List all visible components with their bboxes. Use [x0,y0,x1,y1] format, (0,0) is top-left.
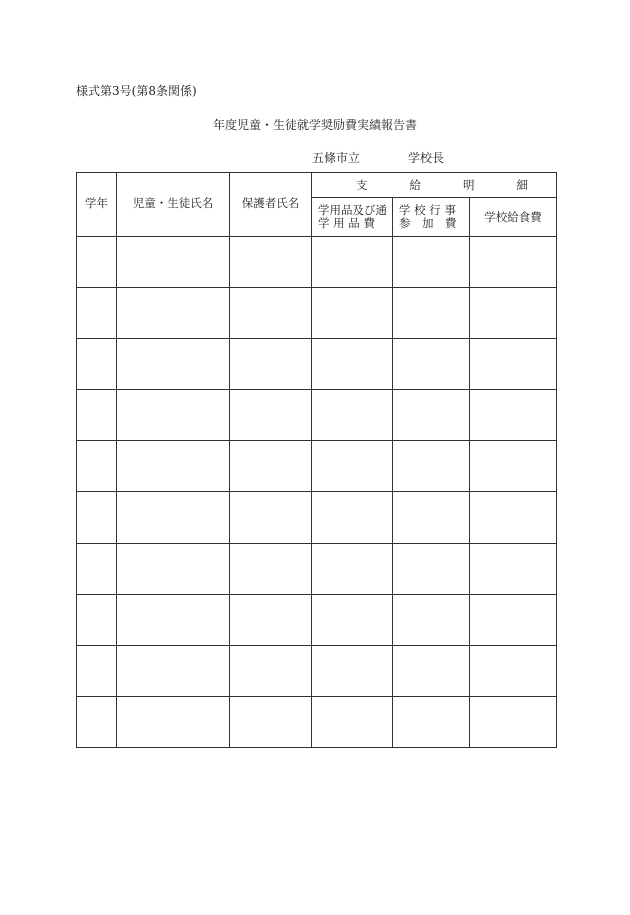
cell-student-name[interactable] [117,288,230,339]
header-breakdown-char: 給 [409,177,421,192]
cell-school-supplies[interactable] [312,594,393,645]
cell-school-events[interactable] [393,696,470,747]
cell-guardian-name[interactable] [230,390,312,441]
cell-school-events[interactable] [393,339,470,390]
cell-grade[interactable] [77,237,117,288]
cell-student-name[interactable] [117,594,230,645]
header-row-top [77,173,557,198]
cell-grade[interactable] [77,594,117,645]
cell-school-supplies[interactable] [312,543,393,594]
report-table [76,172,557,748]
cell-school-supplies[interactable] [312,441,393,492]
cell-grade[interactable] [77,492,117,543]
cell-guardian-name[interactable] [230,237,312,288]
cell-school-lunch[interactable] [470,390,557,441]
cell-guardian-name[interactable] [230,441,312,492]
table-row [77,390,557,441]
header-school-lunch: 学校給食費 [470,198,557,237]
header-school-supplies-line: 学 用 品 費 [318,216,375,231]
table-row [77,594,557,645]
cell-grade[interactable] [77,696,117,747]
table-row [77,441,557,492]
header-guardian-name: 保護者氏名 [230,173,312,237]
header-student-name: 児童・生徒氏名 [117,173,230,237]
cell-guardian-name[interactable] [230,645,312,696]
cell-student-name[interactable] [117,492,230,543]
cell-student-name[interactable] [117,543,230,594]
table-row [77,645,557,696]
cell-grade[interactable] [77,543,117,594]
cell-school-supplies[interactable] [312,288,393,339]
cell-grade[interactable] [77,645,117,696]
cell-school-events[interactable] [393,645,470,696]
cell-student-name[interactable] [117,645,230,696]
cell-guardian-name[interactable] [230,594,312,645]
cell-school-lunch[interactable] [470,594,557,645]
header-breakdown-char: 支 [356,177,368,192]
table-row [77,492,557,543]
cell-school-events[interactable] [393,441,470,492]
cell-school-supplies[interactable] [312,339,393,390]
cell-school-lunch[interactable] [470,237,557,288]
cell-school-events[interactable] [393,237,470,288]
cell-school-lunch[interactable] [470,288,557,339]
header-grade: 学年 [77,173,117,237]
document-title: 年度児童・生徒就学奨励費実績報告書 [212,118,417,132]
cell-student-name[interactable] [117,237,230,288]
header-school-supplies [312,198,393,237]
cell-school-supplies[interactable] [312,696,393,747]
cell-school-lunch[interactable] [470,441,557,492]
cell-guardian-name[interactable] [230,288,312,339]
cell-guardian-name[interactable] [230,543,312,594]
cell-grade[interactable] [77,390,117,441]
cell-school-supplies[interactable] [312,492,393,543]
cell-school-events[interactable] [393,390,470,441]
table-row [77,543,557,594]
cell-grade[interactable] [77,339,117,390]
cell-school-lunch[interactable] [470,696,557,747]
cell-grade[interactable] [77,288,117,339]
cell-guardian-name[interactable] [230,492,312,543]
cell-grade[interactable] [77,441,117,492]
header-breakdown [312,173,557,198]
cell-school-supplies[interactable] [312,237,393,288]
cell-school-supplies[interactable] [312,645,393,696]
cell-school-lunch[interactable] [470,543,557,594]
cell-school-events[interactable] [393,492,470,543]
table-row [77,237,557,288]
cell-guardian-name[interactable] [230,696,312,747]
cell-student-name[interactable] [117,441,230,492]
table-row [77,696,557,747]
cell-school-events[interactable] [393,594,470,645]
cell-school-lunch[interactable] [470,492,557,543]
cell-school-lunch[interactable] [470,339,557,390]
school-city-label: 五條市立 [312,151,361,165]
header-school-supplies-line: 学用品及び通 [318,203,387,218]
cell-student-name[interactable] [117,390,230,441]
cell-student-name[interactable] [117,339,230,390]
table-row [77,339,557,390]
header-breakdown-char: 明 [463,177,475,192]
header-school-events-line: 学 校 行 事 [399,203,456,218]
cell-student-name[interactable] [117,696,230,747]
header-school-events-line: 参 加 費 [399,216,457,231]
cell-school-supplies[interactable] [312,390,393,441]
header-breakdown-char: 細 [516,177,528,192]
form-number: 様式第3号(第8条関係) [76,84,197,98]
cell-school-events[interactable] [393,288,470,339]
cell-school-lunch[interactable] [470,645,557,696]
table-row [77,288,557,339]
header-school-events [393,198,470,237]
school-head-label: 学校長 [408,151,445,165]
cell-guardian-name[interactable] [230,339,312,390]
cell-school-events[interactable] [393,543,470,594]
